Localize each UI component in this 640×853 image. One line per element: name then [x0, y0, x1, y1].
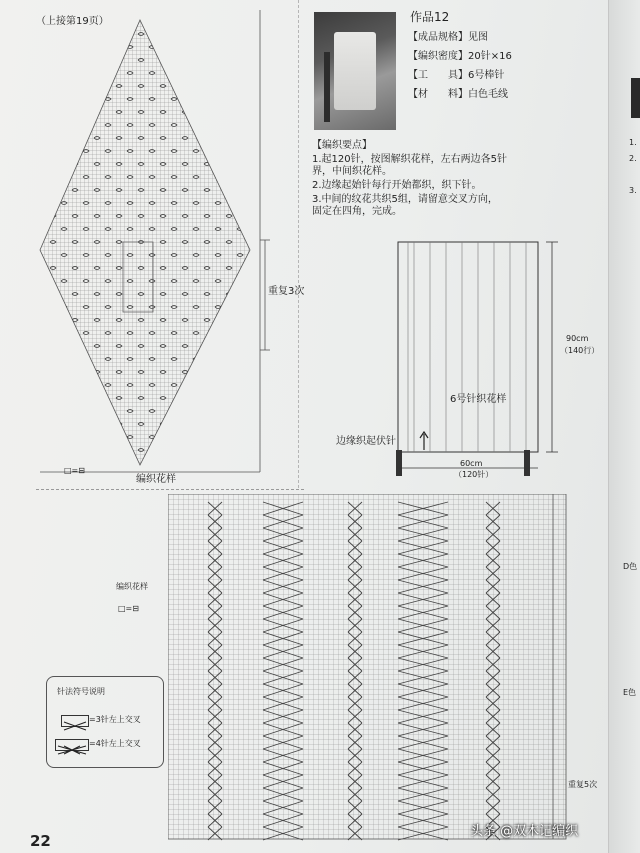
stitch-symbol [105, 410, 111, 413]
stitch-symbol [182, 33, 188, 36]
legend-item: =3针左上交叉 [89, 715, 141, 724]
spec-value: 20针×16 [468, 51, 512, 62]
stitch-symbol [83, 436, 89, 439]
spec-label: 【工 具】 [408, 70, 468, 81]
stitch-symbol [50, 33, 56, 36]
stitch-symbol [50, 423, 56, 426]
stitch-symbol [72, 59, 78, 62]
stitch-symbol [182, 449, 188, 452]
stitch-symbol [83, 98, 89, 101]
stitch-symbol [171, 462, 177, 465]
stitch-symbol [204, 423, 210, 426]
width-label: 60cm [460, 459, 483, 468]
stitch-symbol [50, 163, 56, 166]
spec-value: 白色毛线 [468, 89, 508, 100]
stitch-symbol [116, 59, 122, 62]
stitch-symbol [204, 397, 210, 400]
repeat-3-label: 重复3次 [268, 286, 305, 297]
stitch-symbol [193, 462, 199, 465]
chair-leg [324, 52, 330, 122]
stitch-symbol [94, 85, 100, 88]
stitch-symbol [215, 410, 221, 413]
blanket-image [334, 32, 376, 110]
width-stitches: （120针） [454, 470, 494, 479]
needle-label: 6号针织花样 [450, 394, 507, 405]
instructions-heading: 【编织要点】 [312, 140, 372, 151]
stitch-symbol [193, 436, 199, 439]
stitch-symbol [83, 462, 89, 465]
stitch-symbol [171, 410, 177, 413]
stitch-symbol [226, 85, 232, 88]
stitch-symbol [50, 85, 56, 88]
repeat-5-label: 重复5次 [568, 780, 598, 789]
edge-number: 1. [629, 138, 637, 147]
stitch-symbol [171, 72, 177, 75]
stitch-symbol [94, 449, 100, 452]
stitch-symbol [226, 423, 232, 426]
stitch-symbol [215, 384, 221, 387]
stitch-symbol [72, 423, 78, 426]
stitch-symbol [193, 384, 199, 387]
stitch-symbol [237, 436, 243, 439]
stitch-symbol [193, 46, 199, 49]
stitch-symbol [105, 46, 111, 49]
watermark: 头条 @双木记编织 [470, 824, 579, 839]
instruction-line: 3.中间的纹花共织5组，请留意交叉方向， [312, 194, 498, 205]
next-page-edge [608, 0, 640, 853]
stitch-symbol [61, 358, 67, 361]
stitch-symbol [215, 124, 221, 127]
stitch-symbol [226, 137, 232, 140]
stitch-symbol [83, 46, 89, 49]
spec-value: 见图 [468, 32, 488, 43]
instruction-line: 1.起120针，按图解织花样，左右两边各5针 [312, 154, 507, 165]
instruction-line: 界，中间织花样。 [312, 166, 392, 177]
stitch-symbol [215, 46, 221, 49]
stitch-symbol [127, 462, 133, 465]
stitch-symbol [72, 449, 78, 452]
pattern-chart [168, 494, 568, 844]
stitch-symbol [94, 59, 100, 62]
stitch-symbol [50, 189, 56, 192]
stitch-symbol [61, 332, 67, 335]
cross-3-icon [61, 715, 89, 727]
stitch-symbol [237, 384, 243, 387]
stitch-symbol [226, 371, 232, 374]
stitch-symbol [72, 397, 78, 400]
height-rows: （140行） [560, 346, 600, 355]
height-label: 90cm [566, 334, 589, 343]
stitch-symbol [237, 358, 243, 361]
stitch-symbol [61, 176, 67, 179]
stitch-symbol [50, 397, 56, 400]
stitch-symbol [237, 462, 243, 465]
spec-label: 【成品规格】 [408, 32, 468, 43]
legend-box [46, 676, 164, 768]
stitch-symbol [226, 111, 232, 114]
stitch-symbol [215, 436, 221, 439]
stitch-symbol [215, 72, 221, 75]
stitch-symbol [215, 358, 221, 361]
stitch-symbol [105, 72, 111, 75]
stitch-symbol [50, 137, 56, 140]
color-e-label: E色 [623, 688, 637, 697]
stitch-symbol [61, 150, 67, 153]
stitch-symbol [61, 462, 67, 465]
work-title: 作品12 [410, 10, 450, 24]
diamond-chart [20, 10, 280, 490]
diamond-caption: 编织花样 [136, 474, 176, 485]
stitch-symbol [237, 124, 243, 127]
stitch-symbol [237, 410, 243, 413]
stitch-symbol [61, 410, 67, 413]
divider [36, 489, 304, 490]
stitch-symbol [226, 163, 232, 166]
stitch-symbol [204, 59, 210, 62]
blanket-diagram [330, 236, 580, 486]
stitch-symbol [72, 85, 78, 88]
stitch-symbol [160, 449, 166, 452]
stitch-symbol [160, 33, 166, 36]
spec-list [408, 32, 512, 101]
stitch-symbol [237, 98, 243, 101]
stitch-symbol [94, 111, 100, 114]
next-page-photo [631, 78, 640, 118]
stitch-symbol [204, 345, 210, 348]
product-photo [314, 12, 396, 130]
stitch-symbol [204, 137, 210, 140]
edge-number: 3. [629, 186, 637, 195]
stitch-symbol [237, 202, 243, 205]
stitch-symbol [50, 371, 56, 374]
cross-4-icon [55, 739, 89, 751]
stitch-symbol [83, 384, 89, 387]
stitch-symbol [182, 397, 188, 400]
stitch-symbol [182, 59, 188, 62]
stitch-symbol [237, 72, 243, 75]
continued-label: （上接第19页） [36, 16, 109, 27]
spec-label: 【材 料】 [408, 89, 468, 100]
stitch-symbol [226, 397, 232, 400]
stitch-symbol [94, 423, 100, 426]
stitch-symbol [204, 371, 210, 374]
edge-label: 边缘织起伏针 [336, 436, 396, 447]
stitch-symbol [72, 33, 78, 36]
stitch-symbol [237, 46, 243, 49]
stitch-symbol [116, 449, 122, 452]
stitch-symbol [237, 150, 243, 153]
stitch-symbol [237, 306, 243, 309]
stitch-symbol [116, 33, 122, 36]
pattern-unit-label: □=⊟ [118, 604, 139, 613]
stitch-symbol [204, 33, 210, 36]
stitch-symbol [61, 46, 67, 49]
stitch-symbol [215, 150, 221, 153]
stitch-symbol [50, 449, 56, 452]
stitch-symbol [204, 85, 210, 88]
spec-label: 【编织密度】 [408, 51, 468, 62]
instruction-line: 固定在四角，完成。 [312, 206, 402, 217]
stitch-symbol [149, 462, 155, 465]
stitch-symbol [72, 137, 78, 140]
stitch-symbol [61, 436, 67, 439]
stitch-symbol [105, 462, 111, 465]
stitch-symbol [226, 319, 232, 322]
stitch-symbol [83, 124, 89, 127]
stitch-symbol [72, 371, 78, 374]
stitch-symbol [171, 436, 177, 439]
stitch-symbol [72, 345, 78, 348]
stitch-symbol [226, 189, 232, 192]
stitch-symbol [83, 410, 89, 413]
stitch-symbol [215, 332, 221, 335]
stitch-symbol [83, 358, 89, 361]
stitch-symbol [61, 124, 67, 127]
stitch-symbol [237, 280, 243, 283]
stitch-symbol [94, 397, 100, 400]
stitch-symbol [193, 410, 199, 413]
diamond-unit-label: □=⊟ [64, 466, 85, 475]
stitch-symbol [105, 436, 111, 439]
stitch-symbol [204, 111, 210, 114]
stitch-symbol [182, 423, 188, 426]
stitch-symbol [160, 59, 166, 62]
color-d-label: D色 [623, 562, 638, 571]
spec-value: 6号棒针 [468, 70, 505, 81]
page-number: 22 [30, 832, 51, 850]
instruction-line: 2.边缘起始针每行开始都织，织下针。 [312, 180, 482, 191]
stitch-symbol [83, 72, 89, 75]
edge-number: 2. [629, 154, 637, 163]
divider-vertical [298, 0, 299, 488]
stitch-symbol [61, 72, 67, 75]
legend-item: =4针左上交叉 [89, 739, 141, 748]
stitch-symbol [226, 59, 232, 62]
stitch-symbol [171, 46, 177, 49]
stitch-symbol [72, 111, 78, 114]
stitch-symbol [61, 98, 67, 101]
stitch-symbol [226, 33, 232, 36]
stitch-symbol [215, 462, 221, 465]
stitch-symbol [61, 384, 67, 387]
stitch-symbol [204, 449, 210, 452]
stitch-symbol [50, 345, 56, 348]
legend-title: 针法符号说明 [57, 687, 105, 696]
stitch-symbol [50, 59, 56, 62]
pattern-caption: 编织花样 [116, 582, 148, 591]
stitch-symbol [182, 85, 188, 88]
stitch-symbol [94, 33, 100, 36]
stitch-symbol [226, 449, 232, 452]
stitch-symbol [50, 319, 56, 322]
stitch-symbol [237, 332, 243, 335]
instructions [312, 140, 507, 218]
stitch-symbol [193, 124, 199, 127]
stitch-symbol [215, 98, 221, 101]
stitch-symbol [237, 176, 243, 179]
stitch-symbol [50, 111, 56, 114]
stitch-symbol [226, 345, 232, 348]
stitch-symbol [193, 98, 199, 101]
stitch-symbol [50, 293, 56, 296]
stitch-symbol [193, 72, 199, 75]
